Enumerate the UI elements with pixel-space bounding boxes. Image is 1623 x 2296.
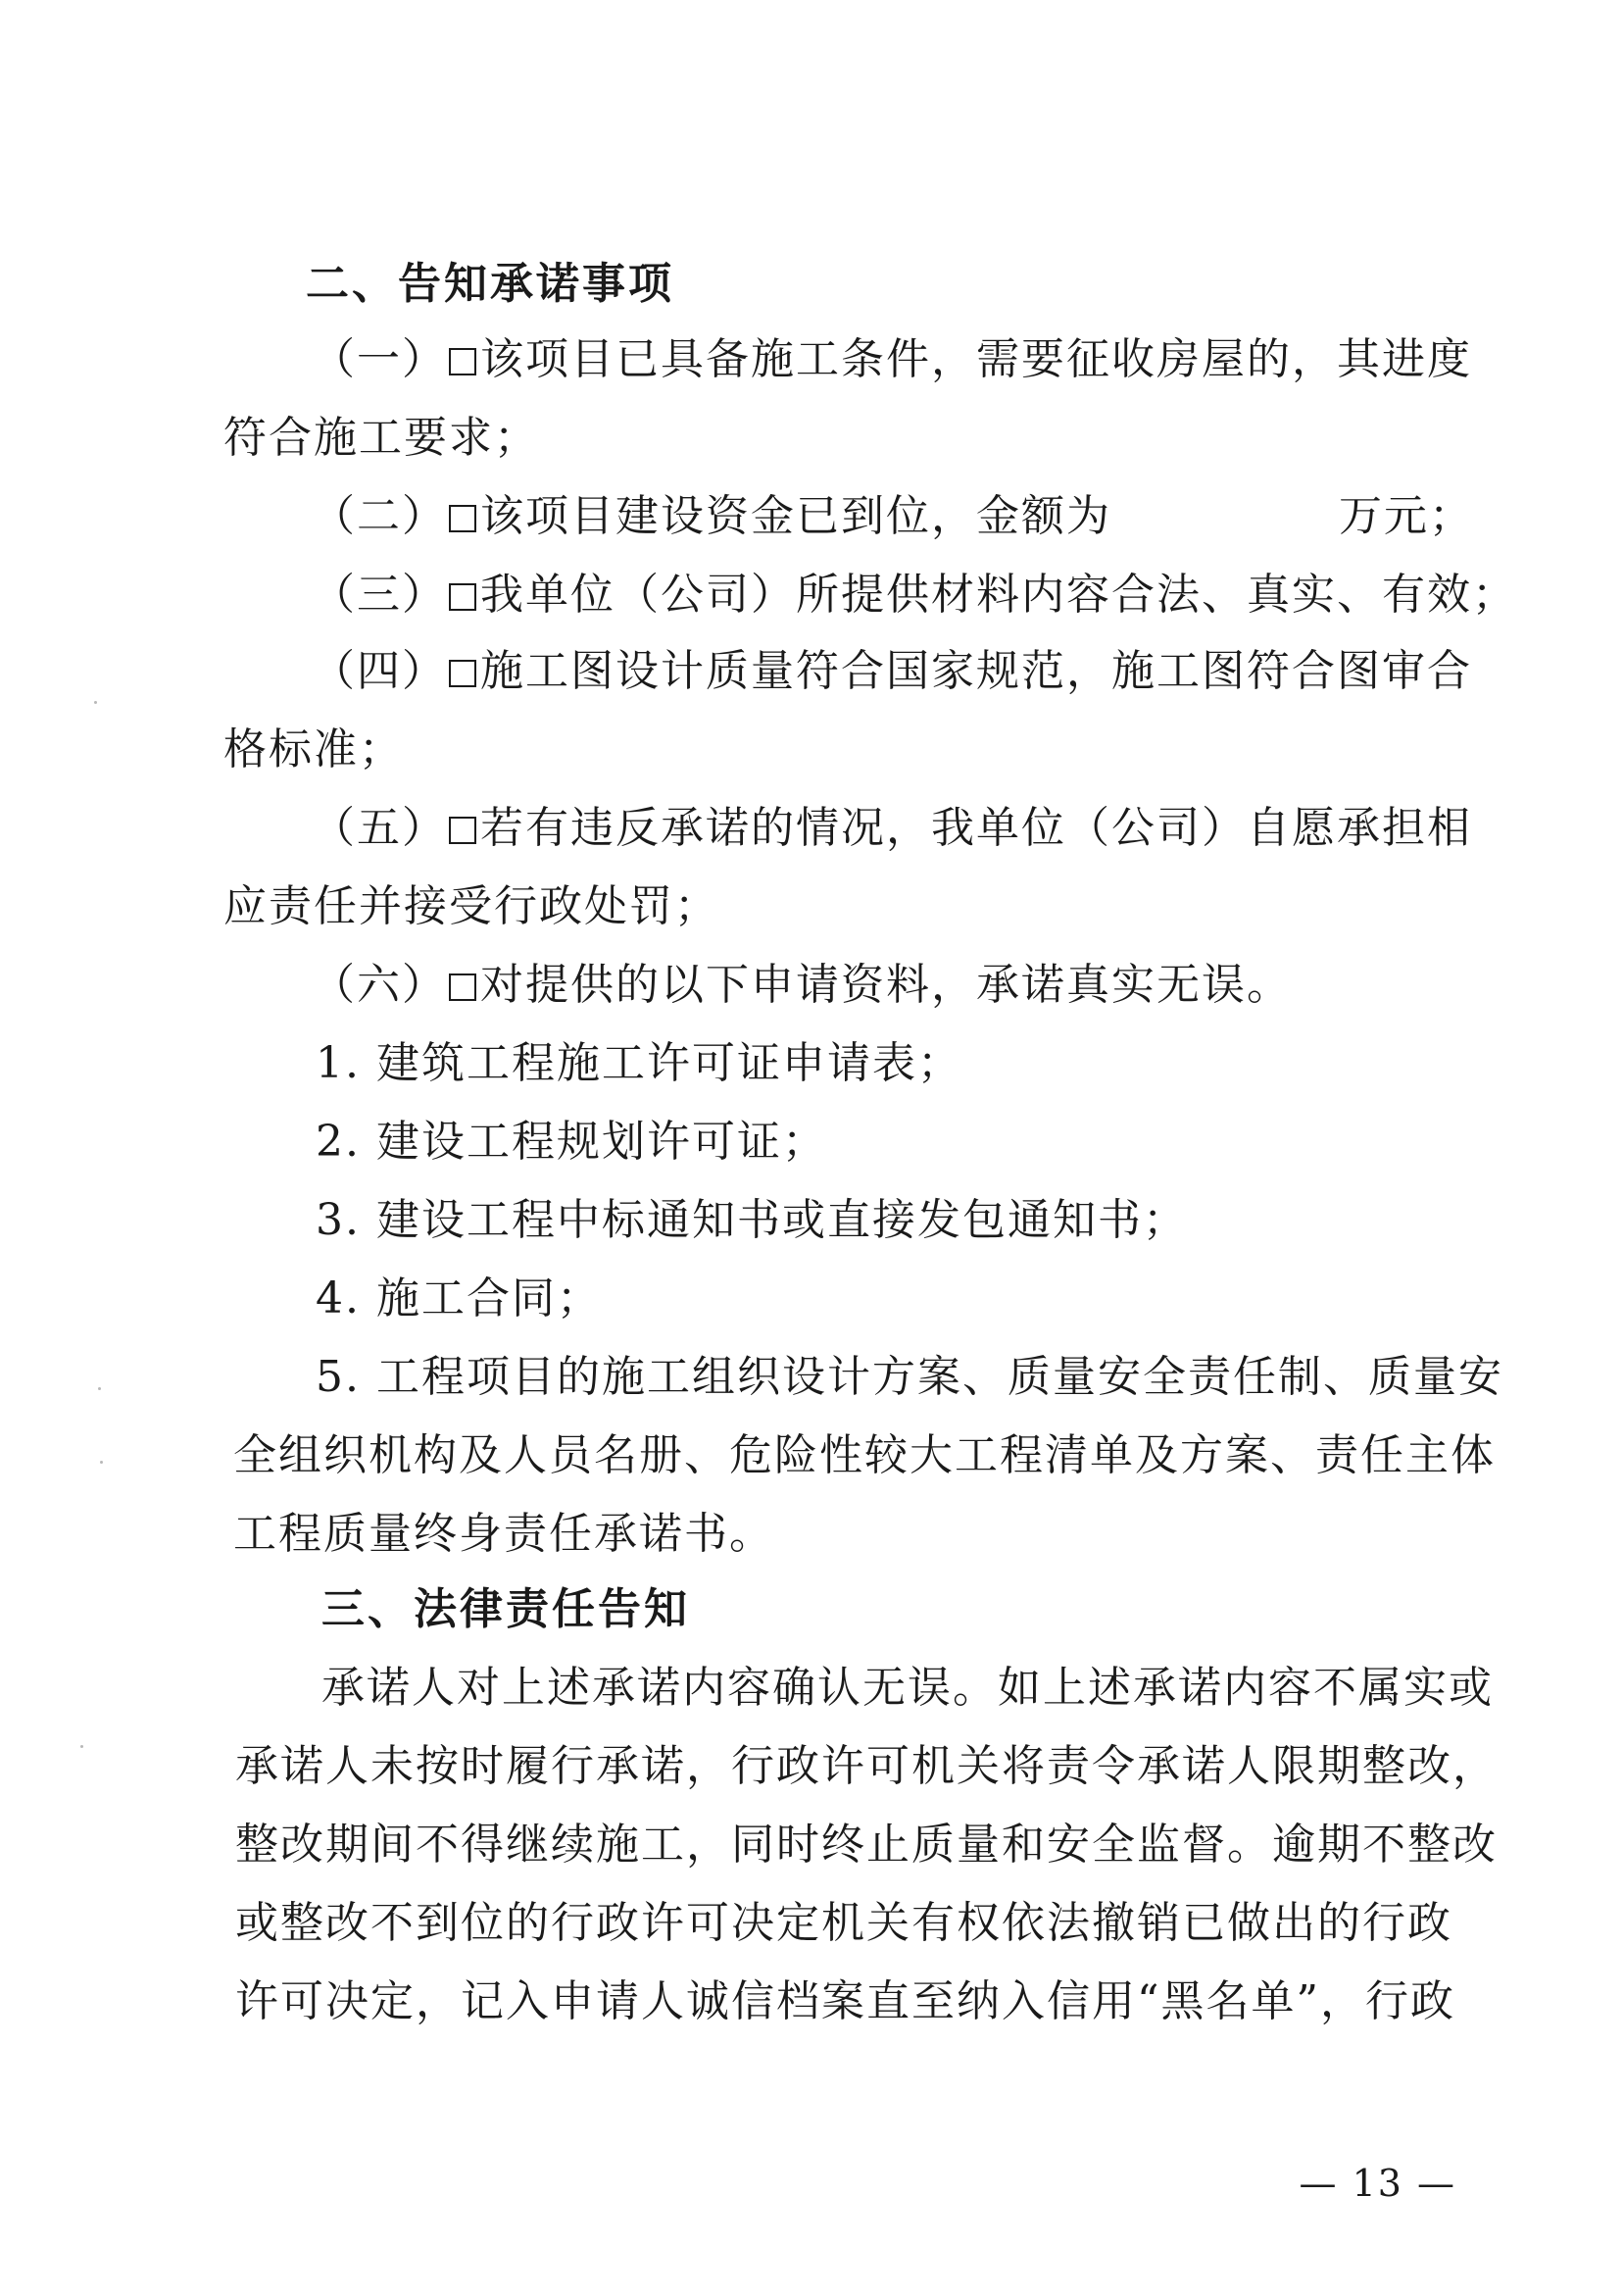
material-item-5-continuation: 工程质量终身责任承诺书。 — [233, 1509, 774, 1559]
checkbox-item-5[interactable] — [449, 817, 476, 844]
paragraph-line: 许可决定，记入申请人诚信档案直至纳入信用“黑名单”，行政 — [235, 1976, 1455, 2026]
checkbox-item-4[interactable] — [449, 660, 476, 687]
item-text: 对提供的以下申请资料，承诺真实无误。 — [480, 960, 1292, 1010]
item-text: 该项目已具备施工条件，需要征收房屋的，其进度 — [480, 334, 1472, 384]
commitment-item-6 — [312, 960, 1292, 1010]
scan-speck — [94, 701, 97, 704]
item-prefix: （二） — [312, 491, 447, 541]
item-prefix: （一） — [312, 334, 447, 384]
paragraph-line: 承诺人未按时履行承诺，行政许可机关将责令承诺人限期整改， — [235, 1741, 1498, 1791]
scan-speck — [100, 1461, 103, 1464]
scan-speck — [98, 1387, 101, 1390]
material-item: 1. 建筑工程施工许可证申请表； — [316, 1038, 962, 1088]
commitment-item-5-continuation: 应责任并接受行政处罚； — [223, 881, 719, 931]
material-item-5: 5. 工程项目的施工组织设计方案、质量安全责任制、质量安 — [316, 1352, 1503, 1402]
checkbox-item-3[interactable] — [449, 583, 476, 611]
section-heading-legal-liability: 三、法律责任告知 — [321, 1584, 690, 1634]
item-text-unit: 万元； — [1339, 491, 1474, 541]
item-text: 若有违反承诺的情况，我单位（公司）自愿承担相 — [480, 803, 1472, 853]
paragraph-line: 整改期间不得继续施工，同时终止质量和安全监督。逾期不整改 — [235, 1820, 1498, 1870]
item-prefix: （五） — [312, 803, 447, 853]
section-heading-commitments: 二、告知承诺事项 — [306, 259, 674, 309]
checkbox-item-6[interactable] — [449, 973, 476, 1001]
commitment-item-2 — [312, 491, 1474, 541]
commitment-item-1 — [312, 334, 1472, 384]
page-number: — 13 — — [1299, 2162, 1456, 2205]
material-item: 4. 施工合同； — [316, 1273, 602, 1323]
item-text: 我单位（公司）所提供材料内容合法、真实、有效； — [480, 570, 1517, 620]
commitment-item-4 — [312, 646, 1472, 696]
paragraph-line: 或整改不到位的行政许可决定机关有权依法撤销已做出的行政 — [235, 1898, 1452, 1948]
commitment-item-5 — [312, 803, 1472, 853]
paragraph-line: 承诺人对上述承诺内容确认无误。如上述承诺内容不属实或 — [321, 1663, 1494, 1713]
material-item-5-continuation: 全组织机构及人员名册、危险性较大工程清单及方案、责任主体 — [233, 1430, 1496, 1480]
item-prefix: （六） — [312, 960, 447, 1010]
commitment-item-4-continuation: 格标准； — [223, 724, 404, 774]
scan-speck — [80, 1745, 83, 1748]
item-text: 该项目建设资金已到位，金额为 — [480, 491, 1111, 541]
commitment-item-3 — [312, 570, 1517, 620]
material-item: 3. 建设工程中标通知书或直接发包通知书； — [316, 1195, 1188, 1245]
commitment-item-1-continuation: 符合施工要求； — [223, 413, 539, 463]
material-item: 2. 建设工程规划许可证； — [316, 1117, 827, 1167]
item-text: 施工图设计质量符合国家规范，施工图符合图审合 — [480, 646, 1472, 696]
checkbox-item-1[interactable] — [449, 348, 476, 375]
checkbox-item-2[interactable] — [449, 505, 476, 532]
item-prefix: （三） — [312, 570, 447, 620]
item-prefix: （四） — [312, 646, 447, 696]
